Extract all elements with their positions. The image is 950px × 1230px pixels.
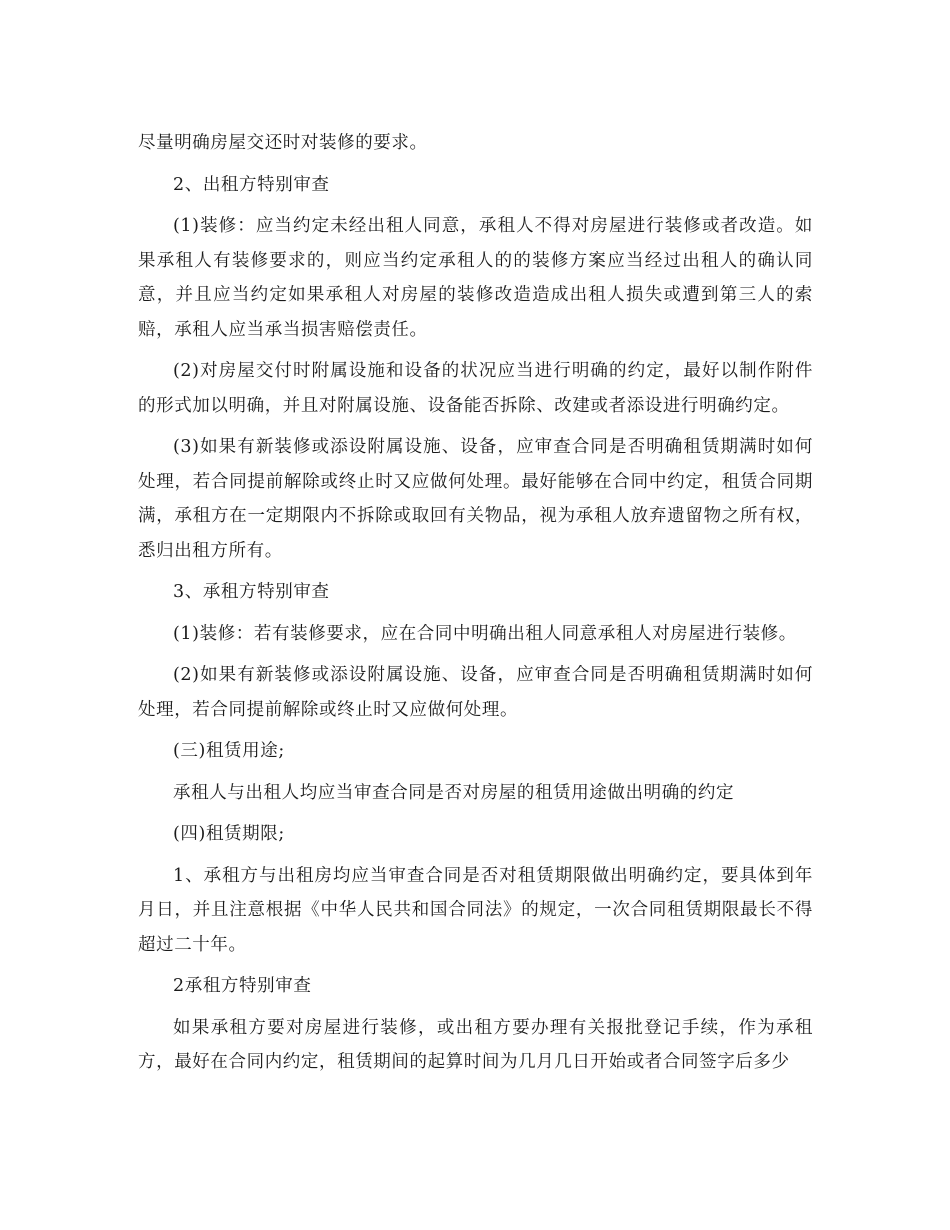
paragraph-lessee-decoration: (1)装修：若有装修要求，应在合同中明确出租人同意承租人对房屋进行装修。 [173,623,797,644]
paragraph-lessor-facilities: (2)对房屋交付时附属设施和设备的状况应当进行明确的约定，最好以制作附件的形式加以明确，并且对附属设施、设备能否拆除、改建或者添设进行明确约定。 [138,361,813,416]
paragraph-lease-term: 1、承租方与出租房均应当审查合同是否对租赁期限做出明确约定，要具体到年月日，并且注意根据《中华人民共和国合同法》的规定，一次合同租赁期限最长不得超过二十年。 [138,865,813,955]
heading-lease-purpose: (三)租赁用途; [173,741,285,761]
heading-lessor-review: 2、出租方特别审查 [173,174,330,195]
paragraph-lessee-new-decoration: (2)如果有新装修或添设附属设施、设备，应审查合同是否明确租赁期满时如何处理，若合同提前解除或终止时又应做何处理。 [138,665,813,720]
paragraph-lessor-new-decoration: (3)如果有新装修或添设附属设施、设备，应审查合同是否明确租赁期满时如何处理，若合同提前解除或终止时又应做何处理。最好能够在合同中约定，租赁合同期满，承租方在一定期限内不拆除或取回有关物品，视为承租人放弃遗留物之所有权，悉归出租方所有。 [138,437,813,561]
heading-lessee-review: 3、承租方特别审查 [173,582,330,602]
paragraph-1: 尽量明确房屋交还时对装修的要求。 [138,133,428,153]
paragraph-lease-purpose: 承租人与出租人均应当审查合同是否对房屋的租赁用途做出明确的约定 [173,782,735,803]
document-page [138,126,813,1087]
paragraph-lessor-decoration: (1)装修：应当约定未经出租人同意，承租人不得对房屋进行装修或者改造。如果承租人有装修要求的，则应当约定承租人的的装修方案应当经过出租人的确认同意，并且应当约定如果承租人对房屋的装修改造造成出租人损失或遭到第三人的索赔，承租人应当承当损害赔偿责任。 [138,216,813,340]
heading-lessee-special-review: 2承租方特别审查 [173,976,312,996]
paragraph-lessee-special-review: 如果承租方要对房屋进行装修，或出租方要办理有关报批登记手续，作为承租方，最好在合同内约定，租赁期间的起算时间为几月几日开始或者合同签字后多少 [138,1017,813,1072]
heading-lease-term: (四)租赁期限; [173,824,285,844]
